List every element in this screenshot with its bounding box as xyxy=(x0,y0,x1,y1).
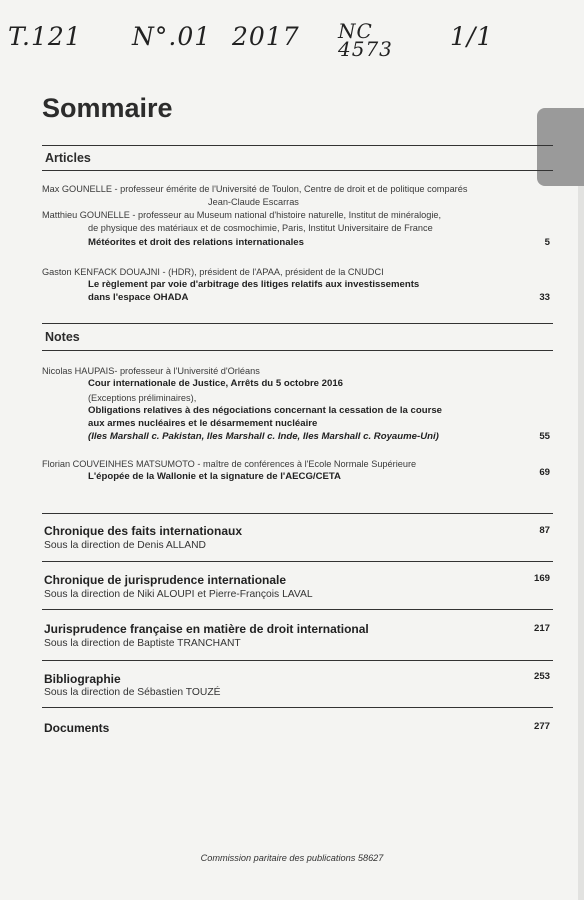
page-number: 33 xyxy=(539,292,550,303)
chronicle-editor: Sous la direction de Baptiste TRANCHANT xyxy=(44,638,241,649)
page-title: Sommaire xyxy=(42,93,173,123)
chronicle-editor: Sous la direction de Sébastien TOUZÉ xyxy=(44,687,221,698)
chronicle-editor: Sous la direction de Denis ALLAND xyxy=(44,540,206,551)
chronicle-editor: Sous la direction de Niki ALOUPI et Pierre-François LAVAL xyxy=(44,589,313,600)
article-author-continuation: Jean-Claude Escarras xyxy=(208,197,299,207)
page-number: 55 xyxy=(539,431,550,442)
chronicle-title[interactable]: Jurisprudence française en matière de droit international xyxy=(44,622,369,636)
divider xyxy=(42,660,553,661)
divider xyxy=(42,145,553,146)
note-title[interactable]: L'épopée de la Wallonie et la signature de l'AECG/CETA xyxy=(88,471,341,482)
divider xyxy=(42,609,553,610)
divider xyxy=(42,350,553,351)
chronicle-title[interactable]: Bibliographie xyxy=(44,672,121,686)
article-title[interactable]: Le règlement par voie d'arbitrage des litiges relatifs aux investissements xyxy=(88,279,420,290)
chronicle-title[interactable]: Chronique des faits internationaux xyxy=(44,524,243,538)
page-number: 87 xyxy=(539,525,550,536)
divider xyxy=(42,513,553,514)
note-title-parties: (Iles Marshall c. Pakistan, Iles Marshall c. Inde, Iles Marshall c. Royaume-Uni) xyxy=(88,431,439,442)
page-number: 217 xyxy=(533,623,550,634)
chronicle-title[interactable]: Documents xyxy=(44,721,110,735)
note-title[interactable]: Cour internationale de Justice, Arrêts du 5 octobre 2016 xyxy=(88,378,344,389)
article-author-continuation: de physique des matériaux et de cosmochimie, Paris, Institut Universitaire de France xyxy=(88,223,433,233)
handwritten-fraction: 1/1 xyxy=(450,22,494,51)
chronicle-title[interactable]: Chronique de jurisprudence internationale xyxy=(44,573,287,587)
page-tab-marker xyxy=(537,108,584,186)
divider xyxy=(42,707,553,708)
page-edge xyxy=(578,186,584,900)
note-author: Nicolas HAUPAIS- professeur à l'Université d'Orléans xyxy=(42,366,260,376)
page-number: 69 xyxy=(539,467,550,478)
note-title: Obligations relatives à des négociations concernant la cessation de la course xyxy=(88,405,443,416)
article-author: Max GOUNELLE - professeur émérite de l'Université de Toulon, Centre de droit et de politique comparés xyxy=(42,184,468,194)
note-title-detail: (Exceptions préliminaires), xyxy=(88,393,197,403)
article-author: Gaston KENFACK DOUAJNI - (HDR), président de l'APAA, président de la CNUDCI xyxy=(42,267,384,277)
divider xyxy=(42,561,553,562)
article-title[interactable]: Météorites et droit des relations internationales xyxy=(88,237,304,248)
note-title-continuation: aux armes nucléaires et le désarmement nucléaire xyxy=(88,418,318,429)
section-heading-notes: Notes xyxy=(45,330,80,344)
footer-note: Commission paritaire des publications 58627 xyxy=(200,853,384,863)
handwritten-issue-number: N°.01 xyxy=(132,22,212,51)
page-number: 253 xyxy=(533,671,550,682)
page-number: 169 xyxy=(533,573,550,584)
note-author: Florian COUVEINHES MATSUMOTO - maître de conférences à l'Ecole Normale Supérieure xyxy=(42,459,417,469)
handwritten-shelfmark: T.121 xyxy=(8,22,82,51)
article-author: Matthieu GOUNELLE - professeur au Museum national d'histoire naturelle, Institut de minéralogie, xyxy=(42,210,442,220)
divider xyxy=(42,323,553,324)
handwritten-year: 2017 xyxy=(232,22,300,51)
handwritten-code: 4573 xyxy=(338,37,393,61)
divider xyxy=(42,170,553,171)
article-title-continuation: dans l'espace OHADA xyxy=(88,292,189,303)
page-number: 5 xyxy=(544,237,550,248)
page-number: 277 xyxy=(533,721,550,732)
handwritten-nc: NC xyxy=(338,19,373,43)
section-heading-articles: Articles xyxy=(45,151,91,165)
